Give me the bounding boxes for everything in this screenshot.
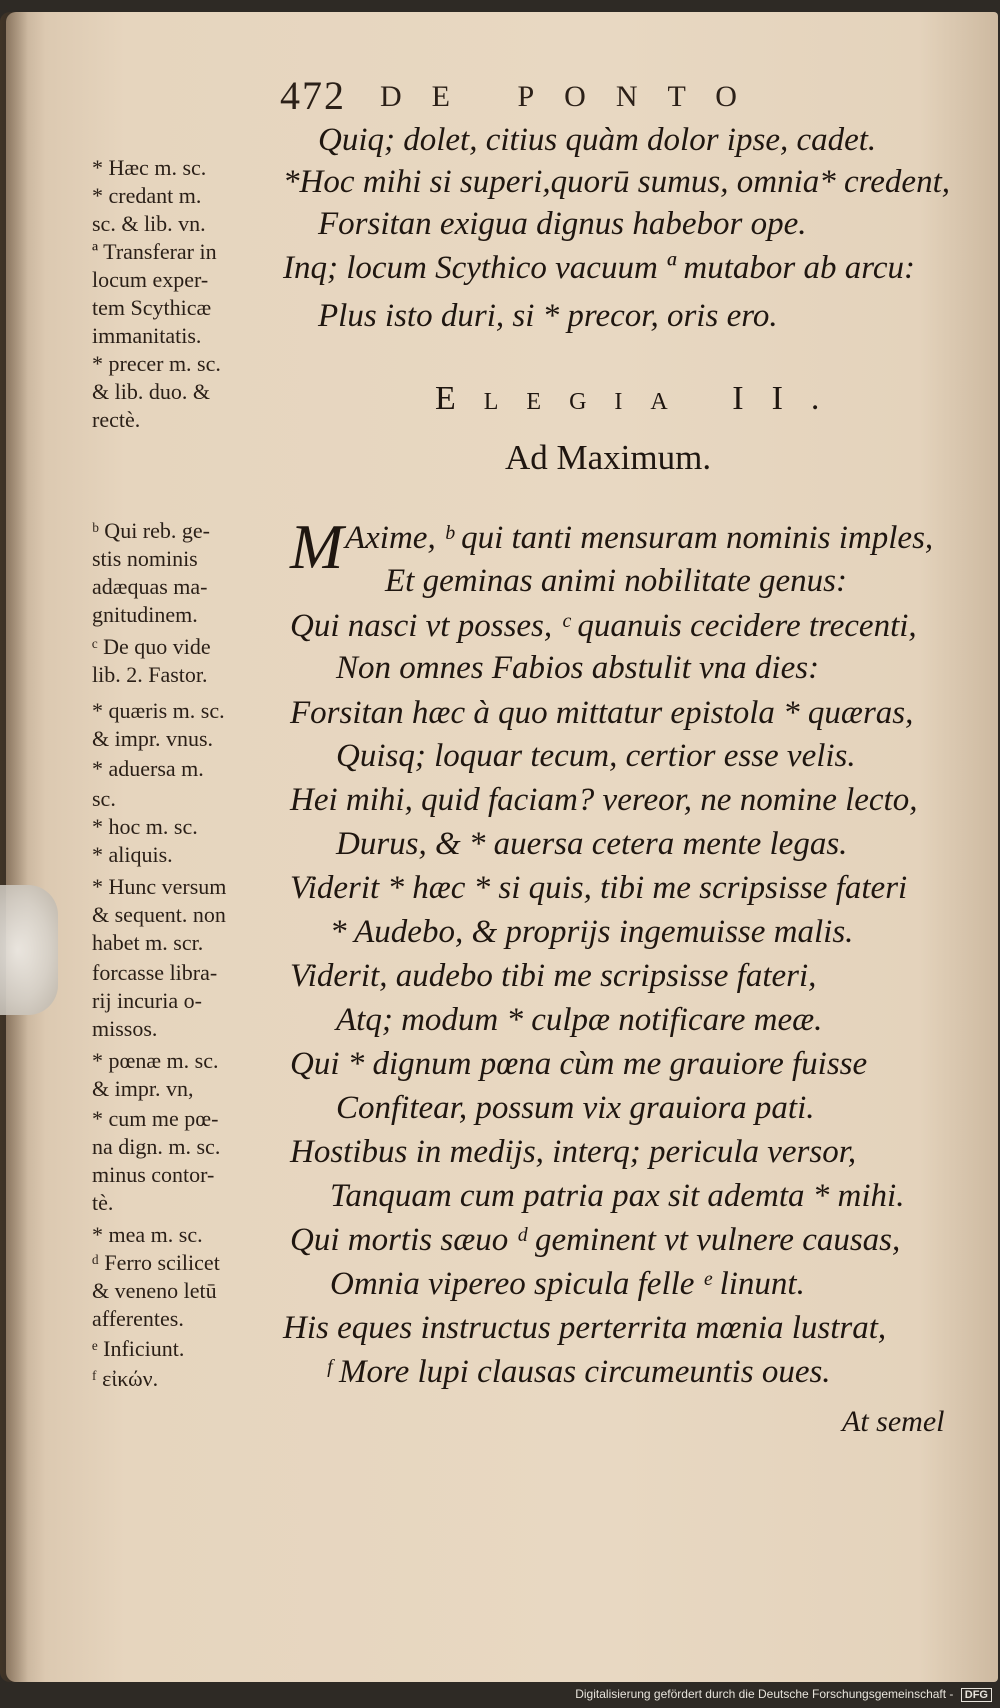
margin-note: & veneno letū [92,1278,217,1303]
verse-line: Omnia vipereo spicula felle ᵉ linunt. [330,1266,805,1302]
verse-line: Non omnes Fabios abstulit vna dies: [336,650,820,686]
margin-note: gnitudinem. [92,602,198,627]
verse-line: Tanquam cum patria pax sit ademta * mihi. [330,1178,905,1214]
margin-note: forcasse libra- [92,960,218,985]
margin-note: rectè. [92,407,141,432]
margin-note: & lib. duo. & [92,379,210,404]
margin-note: locum exper- [92,267,209,292]
verse-line: Hostibus in medijs, interq; pericula versor, [290,1134,857,1170]
margin-note: * mea m. sc. [92,1222,203,1247]
margin-note: & impr. vnus. [92,726,214,751]
verse-line: Durus, & * auersa cetera mente legas. [336,826,848,862]
verse-line: Qui mortis sæuo ᵈ geminent vt vulnere causas, [290,1222,901,1258]
margin-note: lib. 2. Fastor. [92,662,208,687]
verse-line: His eques instructus perterrita mœnia lustrat, [283,1310,887,1346]
verse-line: Inq; locum Scythico vacuum ª mutabor ab arcu: [283,250,915,286]
verse-line: Hei mihi, quid faciam? vereor, ne nomine lecto, [290,782,918,818]
margin-note: * Hæc m. sc. [92,155,207,180]
verse-line: Et geminas animi nobilitate genus: [385,563,847,599]
verse-line: *Hoc mihi si superi,quorū sumus, omnia* credent, [283,164,950,200]
verse-line: Axime, ᵇ qui tanti mensuram nominis imples, [345,520,934,556]
drop-initial: M [290,511,344,582]
margin-note: * Hunc versum [92,874,227,899]
margin-note: rij incuria o- [92,988,202,1013]
margin-note: stis nominis [92,546,198,571]
margin-note: ᵈ Ferro scilicet [92,1250,220,1275]
margin-note: afferentes. [92,1306,184,1331]
margin-note: tem Scythicæ [92,295,212,320]
margin-note: * credant m. [92,183,202,208]
margin-note: minus contor- [92,1162,215,1187]
margin-note: ᵉ Inficiunt. [92,1336,185,1361]
margin-note: & sequent. non [92,902,226,927]
margin-note: * hoc m. sc. [92,814,198,839]
elegia-heading: Elegia II. [435,380,848,417]
running-title: DE PONTO [380,80,767,113]
verse-line: Qui * dignum pœna cùm me grauiore fuisse [290,1046,868,1082]
margin-note: immanitatis. [92,323,202,348]
margin-note: ª Transferar in [92,239,217,264]
elegia-subheading: Ad Maximum. [505,438,712,477]
spine-shadow [0,12,28,1682]
verse-line: Viderit, audebo tibi me scripsisse fateri, [290,958,817,994]
margin-note: habet m. scr. [92,930,204,955]
verse-line: ᶠ More lupi clausas circumeuntis oues. [325,1354,831,1390]
margin-note: na dign. m. sc. [92,1134,221,1159]
verse-line: Quisq; loquar tecum, certior esse velis. [336,738,856,774]
digitization-credit [575,1687,992,1702]
margin-note: ᶠ εἰκών. [92,1366,159,1391]
dfg-logo: DFG [961,1688,992,1702]
margin-note: * cum me pœ- [92,1106,219,1131]
margin-note: tè. [92,1190,114,1215]
margin-note: * aduersa m. [92,756,204,781]
verse-line: Qui nasci vt posses, ᶜ quanuis cecidere trecenti, [290,608,917,644]
verse-line: Confitear, possum vix grauiora pati. [336,1090,815,1126]
page-header [280,72,840,122]
margin-note: * quæris m. sc. [92,698,225,723]
page-clip [0,885,58,1015]
verse-line: Plus isto duri, si * precor, oris ero. [318,298,778,334]
margin-note: sc. [92,786,116,811]
margin-note: * aliquis. [92,842,173,867]
credit-text: Digitalisierung gefördert durch die Deutsche Forschungsgemeinschaft - [575,1687,954,1701]
margin-note: * precer m. sc. [92,351,221,376]
verse-line: Viderit * hæc * si quis, tibi me scripsisse fateri [290,870,908,906]
verse-line: Forsitan hæc à quo mittatur epistola * quæras, [290,695,914,731]
margin-note: sc. & lib. vn. [92,211,206,236]
verse-line: Forsitan exigua dignus habebor ope. [318,206,807,242]
verse-line: Atq; modum * culpæ notificare meæ. [336,1002,823,1038]
margin-note: & impr. vn, [92,1076,194,1101]
verse-line: * Audebo, & proprijs ingemuisse malis. [330,914,854,950]
margin-note: missos. [92,1016,158,1041]
margin-note: ᶜ De quo vide [92,634,211,659]
margin-note: * pœnæ m. sc. [92,1048,219,1073]
verse-line: Quiq; dolet, citius quàm dolor ipse, cadet. [318,122,877,158]
margin-note: adæquas ma- [92,574,208,599]
page-number: 472 [280,73,346,118]
margin-note: ᵇ Qui reb. ge- [92,518,210,543]
catchword: At semel [842,1405,945,1438]
